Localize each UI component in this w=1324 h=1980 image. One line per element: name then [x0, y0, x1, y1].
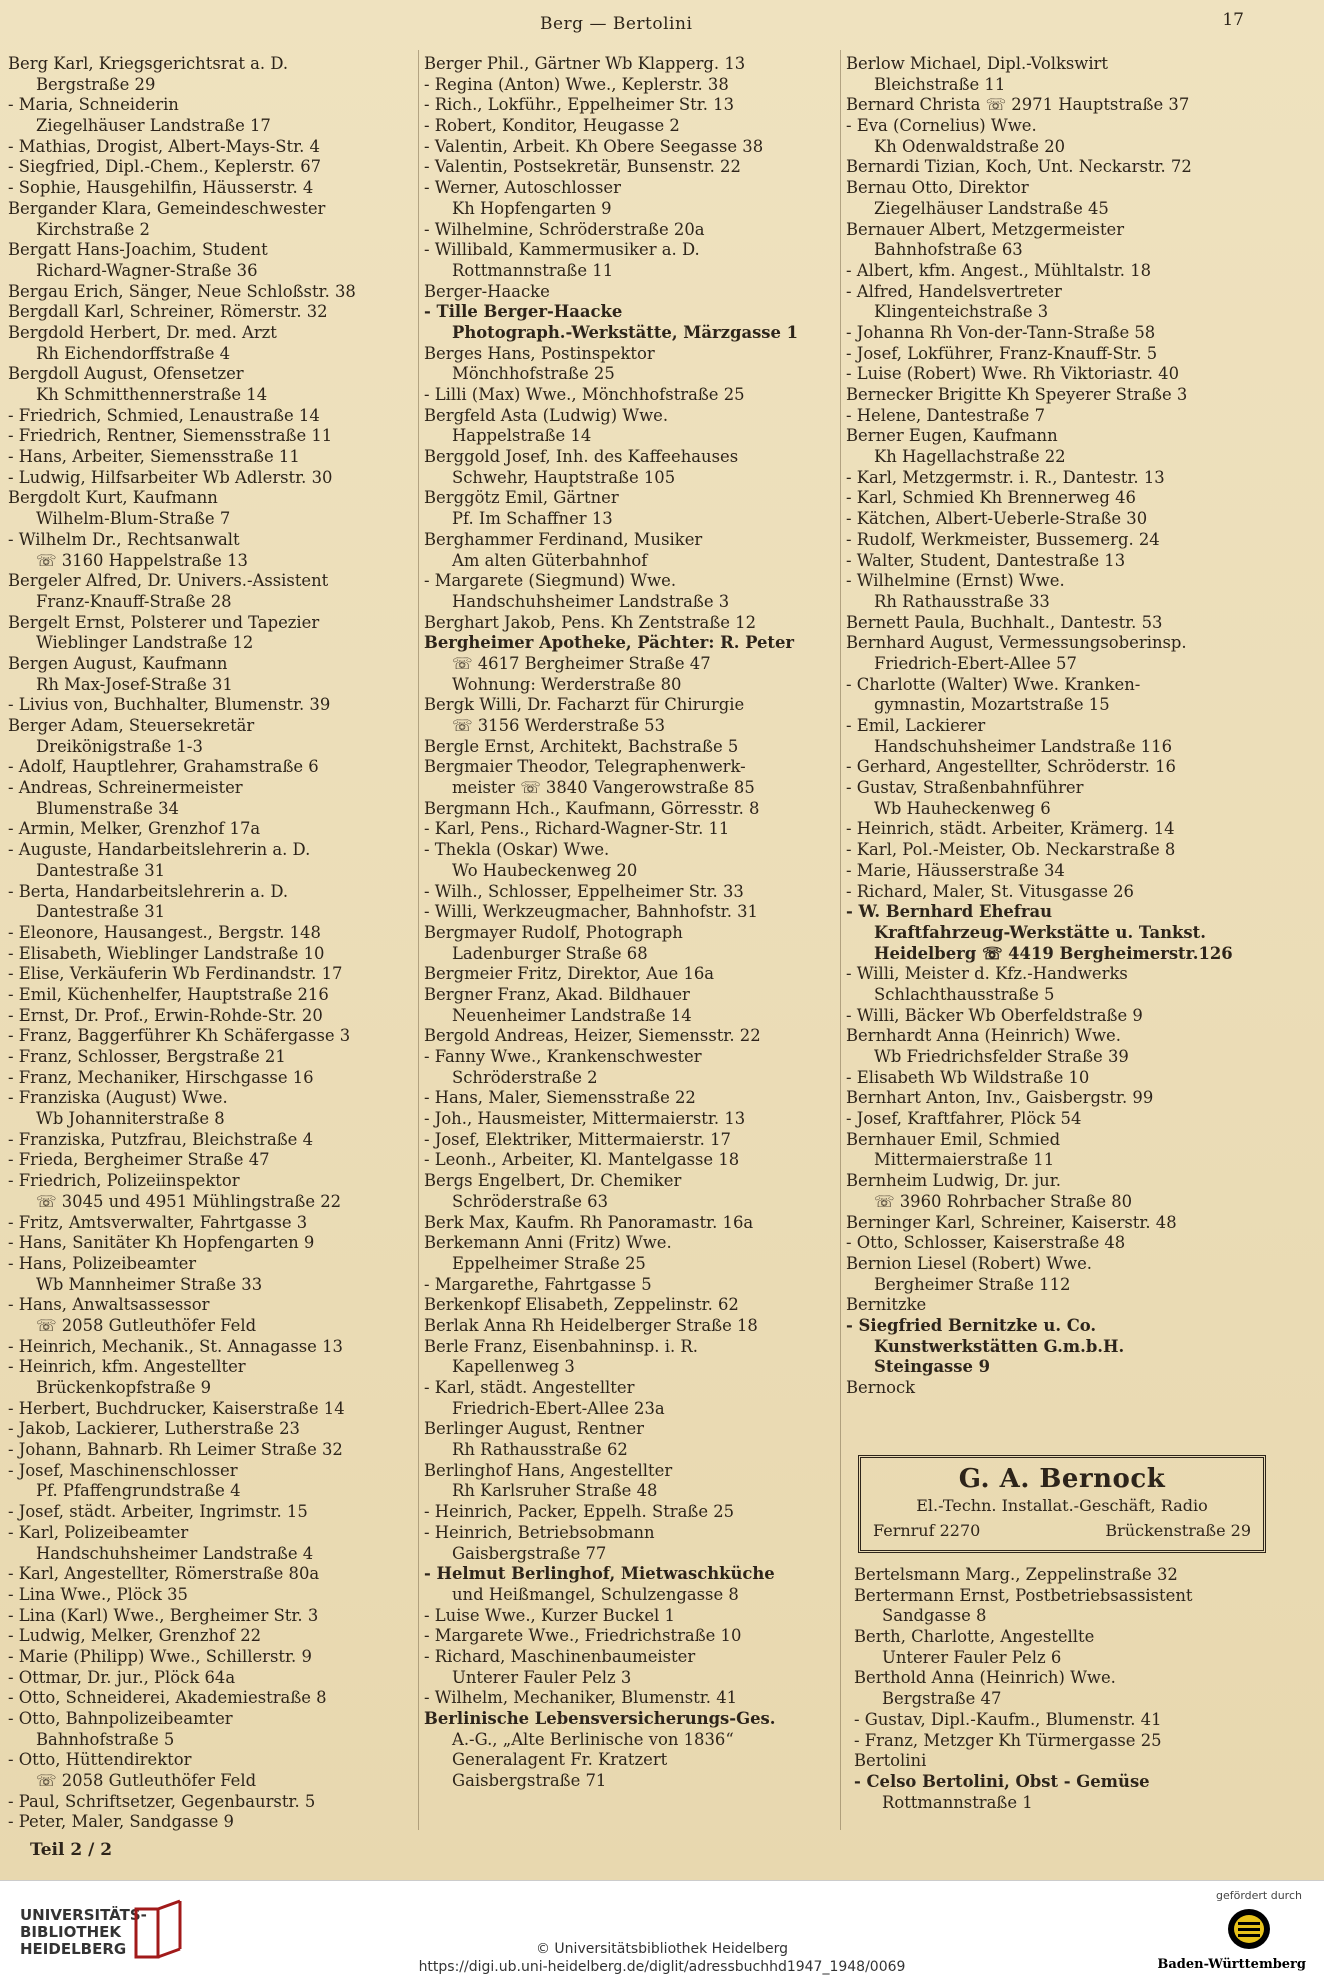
directory-entry-line: - Rich., Lokführ., Eppelheimer Str. 13 — [424, 95, 735, 115]
directory-entry-line: Bergmaier Theodor, Telegraphenwerk- — [424, 757, 746, 777]
volume-note: Teil 2 / 2 — [30, 1840, 113, 1860]
directory-entry-line: - Josef, Maschinenschlosser — [8, 1460, 238, 1480]
directory-entry-line: Berner Eugen, Kaufmann — [846, 426, 1058, 446]
directory-entry-line: Wieblinger Landstraße 12 — [36, 633, 254, 653]
directory-entry-line: Rh Rathausstraße 62 — [452, 1440, 628, 1460]
directory-entry-line: - Marie, Häusserstraße 34 — [846, 860, 1065, 880]
directory-entry-line: Bernecker Brigitte Kh Speyerer Straße 3 — [846, 385, 1188, 404]
directory-entry-line: - Auguste, Handarbeitslehrerin a. D. — [8, 840, 311, 860]
advertisement-bernock — [858, 1455, 1266, 1553]
directory-entry-line: Wb Hauheckenweg 6 — [874, 798, 1051, 818]
directory-entry-line: Unterer Fauler Pelz 6 — [882, 1647, 1062, 1667]
directory-entry-line: Bergmann Hch., Kaufmann, Görresstr. 8 — [424, 798, 760, 818]
directory-entry-line: Bernard Christa ☏ 2971 Hauptstraße 37 — [846, 95, 1190, 115]
directory-entry-line: - Gustav, Dipl.-Kaufm., Blumenstr. 41 — [854, 1709, 1162, 1729]
directory-entry-line: ☏ 3045 und 4951 Mühlingstraße 22 — [36, 1191, 342, 1211]
directory-entry-line: Kapellenweg 3 — [452, 1357, 575, 1377]
ad-phone: Fernruf 2270 — [873, 1521, 981, 1540]
directory-entry-line: - Karl, Schmied Kh Brennerweg 46 — [846, 488, 1136, 508]
directory-entry-line: Schlachthausstraße 5 — [874, 984, 1055, 1004]
directory-entry-line: Wo Haubeckenweg 20 — [452, 860, 638, 880]
directory-entry-line: - Hans, Anwaltsassessor — [8, 1295, 210, 1315]
directory-entry-line: - Hans, Maler, Siemensstraße 22 — [424, 1088, 696, 1108]
directory-entry-line: Eppelheimer Straße 25 — [452, 1253, 646, 1273]
directory-entry-line: Handschuhsheimer Landstraße 116 — [874, 736, 1173, 756]
directory-entry-line: - Heinrich, Packer, Eppelh. Straße 25 — [424, 1502, 735, 1522]
directory-entry-line: Generalagent Fr. Kratzert — [452, 1750, 668, 1770]
directory-entry-line: Bergdold Herbert, Dr. med. Arzt — [8, 322, 277, 342]
directory-entry-line: Pf. Im Schaffner 13 — [452, 509, 613, 529]
directory-entry-line: Sandgasse 8 — [882, 1606, 987, 1626]
directory-entry-line: - Franziska (August) Wwe. — [8, 1088, 228, 1108]
directory-entry-line: Bernhardt Anna (Heinrich) Wwe. — [846, 1026, 1121, 1046]
directory-entry-line: Berghart Jakob, Pens. Kh Zentstraße 12 — [424, 612, 757, 632]
directory-entry-line: - Emil, Küchenhelfer, Hauptstraße 216 — [8, 984, 329, 1004]
directory-entry-line: - Celso Bertolini, Obst - Gemüse — [854, 1771, 1150, 1791]
directory-entry-line: - Elise, Verkäuferin Wb Ferdinandstr. 17 — [8, 964, 343, 984]
directory-entry-line: Unterer Fauler Pelz 3 — [452, 1667, 632, 1687]
directory-entry-line: - Emil, Lackierer — [846, 716, 986, 735]
directory-entry-line: Bernett Paula, Buchhalt., Dantestr. 53 — [846, 612, 1163, 632]
directory-entry-line: A.-G., „Alte Berlinische von 1836“ — [452, 1729, 734, 1749]
sponsor-name: Baden-Württemberg — [1157, 1957, 1306, 1972]
directory-entry-line: - Josef, Lokführer, Franz-Knauff-Str. 5 — [846, 343, 1158, 363]
library-footer — [0, 1880, 1324, 1980]
directory-entry-line: Bertermann Ernst, Postbetriebsassistent — [854, 1585, 1193, 1605]
directory-entry-line: Bergander Klara, Gemeindeschwester — [8, 198, 326, 218]
directory-entry-line: Berggötz Emil, Gärtner — [424, 488, 619, 508]
directory-entry-line: Berkemann Anni (Fritz) Wwe. — [424, 1233, 672, 1253]
directory-entry-line: - Eva (Cornelius) Wwe. — [846, 116, 1037, 136]
directory-entry-line: ☏ 2058 Gutleuthöfer Feld — [36, 1315, 257, 1335]
column-1 — [8, 54, 420, 1833]
directory-entry-line: Bahnhofstraße 5 — [36, 1729, 175, 1749]
directory-entry-line: - Walter, Student, Dantestraße 13 — [846, 550, 1126, 570]
directory-entry-line: meister ☏ 3840 Vangerowstraße 85 — [452, 778, 755, 798]
directory-entry-line: - Maria, Schneiderin — [8, 95, 179, 115]
directory-entry-line: - Karl, Angestellter, Römerstraße 80a — [8, 1564, 320, 1584]
directory-entry-line: Mönchhofstraße 25 — [452, 364, 615, 384]
directory-entry-line: Berth, Charlotte, Angestellte — [854, 1627, 1095, 1647]
directory-entry-line: Bernhart Anton, Inv., Gaisbergstr. 99 — [846, 1088, 1154, 1108]
directory-entry-line: - Richard, Maler, St. Vitusgasse 26 — [846, 881, 1134, 901]
directory-entry-line: - Valentin, Arbeit. Kh Obere Seegasse 38 — [424, 136, 764, 156]
directory-entry-line: - Margarete Wwe., Friedrichstraße 10 — [424, 1626, 742, 1646]
directory-entry-line: Gaisbergstraße 71 — [452, 1771, 607, 1791]
directory-entry-line: Berlow Michael, Dipl.-Volkswirt — [846, 54, 1108, 73]
directory-entry-line: Bahnhofstraße 63 — [874, 240, 1023, 260]
directory-entry-line: Handschuhsheimer Landstraße 4 — [36, 1543, 314, 1563]
directory-entry-line: - Willi, Meister d. Kfz.-Handwerks — [846, 964, 1128, 984]
directory-entry-line: Berkenkopf Elisabeth, Zeppelinstr. 62 — [424, 1295, 739, 1315]
directory-entry-line: - Wilh., Schlosser, Eppelheimer Str. 33 — [424, 881, 744, 901]
directory-entry-line: Schwehr, Hauptstraße 105 — [452, 467, 676, 487]
directory-entry-line: - Willi, Bäcker Wb Oberfeldstraße 9 — [846, 1005, 1143, 1025]
directory-entry-line: Bergau Erich, Sänger, Neue Schloßstr. 38 — [8, 281, 356, 301]
directory-entry-line: Dantestraße 31 — [36, 860, 166, 880]
directory-entry-line: - Wilhelmine (Ernst) Wwe. — [846, 571, 1065, 591]
directory-entry-line: - Hans, Arbeiter, Siemensstraße 11 — [8, 447, 300, 467]
directory-entry-line: - Fritz, Amtsverwalter, Fahrtgasse 3 — [8, 1212, 308, 1232]
directory-entry-line: - Ernst, Dr. Prof., Erwin-Rohde-Str. 20 — [8, 1005, 323, 1025]
directory-entry-line: - Hans, Polizeibeamter — [8, 1253, 197, 1273]
directory-entry-line: Berninger Karl, Schreiner, Kaiserstr. 48 — [846, 1212, 1177, 1232]
directory-entry-line: - Heinrich, städt. Arbeiter, Krämerg. 14 — [846, 819, 1175, 839]
sponsor-label: gefördert durch — [1215, 1889, 1302, 1902]
permalink[interactable]: https://digi.ub.uni-heidelberg.de/diglit/adressbuchhd1947_1948/0069 — [418, 1959, 906, 1975]
directory-entry-line: Heidelberg ☏ 4419 Bergheimerstr.126 — [874, 943, 1233, 963]
directory-entry-line: gymnastin, Mozartstraße 15 — [874, 695, 1110, 715]
directory-entry-line: Berlak Anna Rh Heidelberger Straße 18 — [424, 1315, 758, 1335]
directory-entry-line: Bergen August, Kaufmann — [8, 653, 228, 673]
directory-entry-line: Bergmayer Rudolf, Photograph — [424, 922, 683, 942]
directory-entry-line: - Lina (Karl) Wwe., Bergheimer Str. 3 — [8, 1605, 319, 1625]
directory-entry-line: - Otto, Schneiderei, Akademiestraße 8 — [8, 1688, 327, 1708]
column-divider — [418, 50, 419, 1830]
directory-entry-line: - Siegfried Bernitzke u. Co. — [846, 1315, 1097, 1335]
directory-entry-line: - Josef, Elektriker, Mittermaierstr. 17 — [424, 1129, 731, 1149]
directory-entry-line: - Wilhelmine, Schröderstraße 20a — [424, 219, 705, 239]
ad-company-name: G. A. Bernock — [958, 1464, 1166, 1494]
directory-entry-line: - Karl, städt. Angestellter — [424, 1378, 635, 1397]
directory-entry-line: - Otto, Hüttendirektor — [8, 1750, 192, 1770]
directory-entry-line: Franz-Knauff-Straße 28 — [36, 591, 232, 611]
directory-entry-line: Berthold Anna (Heinrich) Wwe. — [854, 1668, 1116, 1688]
library-logo-text: UNIVERSITÄTS- BIBLIOTHEK HEIDELBERG — [20, 1906, 147, 1958]
directory-entry-line: - Herbert, Buchdrucker, Kaiserstraße 14 — [8, 1398, 345, 1418]
directory-entry-line: - Alfred, Handelsvertreter — [846, 281, 1062, 301]
page-number: 17 — [1222, 10, 1244, 30]
directory-entry-line: - Luise (Robert) Wwe. Rh Viktoriastr. 40 — [846, 364, 1180, 384]
directory-entry-line: Berger-Haacke — [424, 281, 550, 301]
directory-entry-line: ☏ 3156 Werderstraße 53 — [452, 716, 666, 735]
directory-entry-line: Schröderstraße 63 — [452, 1191, 609, 1211]
directory-entry-line: Bertolini — [854, 1751, 927, 1771]
directory-entry-line: Blumenstraße 34 — [36, 798, 179, 818]
column-3 — [846, 54, 1282, 1399]
directory-entry-line: Dantestraße 31 — [36, 902, 166, 922]
ad-street: Brückenstraße 29 — [1105, 1521, 1251, 1540]
directory-entry-line: - Friedrich, Rentner, Siemensstraße 11 — [8, 426, 333, 446]
directory-entry-line: Bergdall Karl, Schreiner, Römerstr. 32 — [8, 302, 328, 322]
copyright-notice: © Universitätsbibliothek Heidelberg — [535, 1941, 788, 1957]
directory-entry-line: - Kätchen, Albert-Ueberle-Straße 30 — [846, 509, 1148, 529]
directory-entry-line: Ziegelhäuser Landstraße 17 — [36, 116, 271, 136]
directory-entry-line: Berle Franz, Eisenbahninsp. i. R. — [424, 1336, 698, 1356]
directory-entry-line: - Siegfried, Dipl.-Chem., Keplerstr. 67 — [8, 157, 322, 177]
directory-entry-line: Steingasse 9 — [874, 1357, 991, 1377]
directory-entry-line: - Otto, Bahnpolizeibeamter — [8, 1709, 233, 1728]
directory-entry-line: Wilhelm-Blum-Straße 7 — [36, 509, 231, 529]
directory-entry-line: - Luise Wwe., Kurzer Buckel 1 — [424, 1605, 675, 1625]
directory-entry-line: - Charlotte (Walter) Wwe. Kranken- — [846, 674, 1141, 694]
directory-entry-line: Bernau Otto, Direktor — [846, 178, 1029, 198]
directory-entry-line: Bergstraße 47 — [882, 1689, 1002, 1709]
directory-entry-line: - Margarethe, Fahrtgasse 5 — [424, 1274, 652, 1294]
directory-entry-line: - Helmut Berlinghof, Mietwaschküche — [424, 1564, 775, 1584]
directory-entry-line: Bergk Willi, Dr. Facharzt für Chirurgie — [424, 695, 745, 715]
directory-entry-line: Wohnung: Werderstraße 80 — [452, 674, 682, 694]
directory-entry-line: Bergheimer Straße 112 — [874, 1274, 1071, 1294]
directory-entry-line: Bleichstraße 11 — [874, 74, 1006, 94]
directory-entry-line: - Elisabeth, Wieblinger Landstraße 10 — [8, 943, 325, 963]
directory-entry-line: Kunstwerkstätten G.m.b.H. — [874, 1336, 1125, 1356]
directory-entry-line: Bernauer Albert, Metzgermeister — [846, 219, 1125, 239]
column-2 — [424, 54, 838, 1792]
ad-business-line: El.-Techn. Installat.-Geschäft, Radio — [916, 1496, 1208, 1515]
directory-entry-line: - Regina (Anton) Wwe., Keplerstr. 38 — [424, 74, 729, 94]
directory-entry-line: Friedrich-Ebert-Allee 57 — [874, 653, 1077, 673]
directory-entry-line: Bernhard August, Vermessungsoberinsp. — [846, 633, 1187, 653]
directory-entry-line: Bergatt Hans-Joachim, Student — [8, 240, 268, 260]
directory-entry-line: Neuenheimer Landstraße 14 — [452, 1005, 692, 1025]
directory-entry-line: - Paul, Schriftsetzer, Gegenbaurstr. 5 — [8, 1791, 316, 1811]
directory-entry-line: Bergheimer Apotheke, Pächter: R. Peter — [424, 633, 795, 653]
directory-entry-line: ☏ 3160 Happelstraße 13 — [36, 550, 248, 570]
column-divider — [840, 50, 841, 1830]
directory-entry-line: - Marie (Philipp) Wwe., Schillerstr. 9 — [8, 1646, 312, 1666]
directory-entry-line: ☏ 3960 Rohrbacher Straße 80 — [874, 1191, 1133, 1211]
directory-entry-line: - Karl, Metzgermstr. i. R., Dantestr. 13 — [846, 467, 1165, 487]
directory-entry-line: - Heinrich, kfm. Angestellter — [8, 1357, 246, 1377]
directory-entry-line: Berghammer Ferdinand, Musiker — [424, 529, 703, 549]
directory-entry-line: Bergstraße 29 — [36, 74, 156, 94]
directory-entry-line: - Heinrich, Mechanik., St. Annagasse 13 — [8, 1336, 343, 1356]
directory-entry-line: - Richard, Maschinenbaumeister — [424, 1646, 696, 1666]
directory-entry-line: - Mathias, Drogist, Albert-Mays-Str. 4 — [8, 136, 320, 156]
directory-entry-line: - Armin, Melker, Grenzhof 17a — [8, 819, 261, 839]
directory-entry-line: - Andreas, Schreinermeister — [8, 778, 243, 798]
directory-entry-line: - Franziska, Putzfrau, Bleichstraße 4 — [8, 1129, 314, 1149]
directory-entry-line: - Tille Berger-Haacke — [424, 302, 623, 322]
directory-entry-line: Berger Adam, Steuersekretär — [8, 716, 255, 735]
directory-entry-line: Klingenteichstraße 3 — [874, 302, 1049, 322]
directory-entry-line: Bernardi Tizian, Koch, Unt. Neckarstr. 72 — [846, 157, 1192, 177]
directory-entry-line: Bergelt Ernst, Polsterer und Tapezier — [8, 612, 320, 632]
directory-entry-line: - Willibald, Kammermusiker a. D. — [424, 240, 700, 260]
directory-entry-line: - Wilhelm Dr., Rechtsanwalt — [8, 529, 240, 549]
directory-entry-line: - Jakob, Lackierer, Lutherstraße 23 — [8, 1419, 300, 1439]
directory-entry-line: - W. Bernhard Ehefrau — [846, 902, 1053, 922]
directory-entry-line: - Leonh., Arbeiter, Kl. Mantelgasse 18 — [424, 1150, 740, 1170]
directory-entry-line: Brückenkopfstraße 9 — [36, 1378, 212, 1397]
directory-entry-line: - Josef, städt. Arbeiter, Ingrimstr. 15 — [8, 1502, 308, 1522]
column-3-continued — [854, 1565, 1282, 1813]
state-crest-icon — [1226, 1907, 1272, 1951]
directory-entry-line: - Frieda, Bergheimer Straße 47 — [8, 1150, 270, 1170]
directory-entry-line: Berk Max, Kaufm. Rh Panoramastr. 16a — [424, 1212, 754, 1232]
directory-entry-line: - Ludwig, Melker, Grenzhof 22 — [8, 1626, 262, 1646]
directory-entry-line: Bernhauer Emil, Schmied — [846, 1129, 1061, 1149]
directory-entry-line: - Valentin, Postsekretär, Bunsenstr. 22 — [424, 157, 741, 177]
directory-entry-line: Pf. Pfaffengrundstraße 4 — [36, 1481, 241, 1501]
directory-entry-line: Bertelsmann Marg., Zeppelinstraße 32 — [854, 1565, 1178, 1584]
directory-entry-line: Berlinghof Hans, Angestellter — [424, 1460, 673, 1480]
directory-entry-line: - Otto, Schlosser, Kaiserstraße 48 — [846, 1233, 1126, 1253]
directory-entry-line: - Robert, Konditor, Heugasse 2 — [424, 116, 680, 136]
directory-entry-line: Dreikönigstraße 1-3 — [36, 736, 203, 756]
directory-entry-line: Schröderstraße 2 — [452, 1067, 598, 1087]
directory-entry-line: Rh Rathausstraße 33 — [874, 591, 1050, 611]
directory-entry-line: Wb Mannheimer Straße 33 — [36, 1274, 263, 1294]
directory-entry-line: Wb Friedrichsfelder Straße 39 — [874, 1047, 1129, 1066]
directory-entry-line: ☏ 4617 Bergheimer Straße 47 — [452, 653, 711, 673]
directory-entry-line: Handschuhsheimer Landstraße 3 — [452, 591, 730, 611]
directory-entry-line: Bergle Ernst, Architekt, Bachstraße 5 — [424, 736, 739, 756]
directory-entry-line: Kirchstraße 2 — [36, 219, 150, 239]
directory-entry-line: Bergold Andreas, Heizer, Siemensstr. 22 — [424, 1026, 761, 1046]
directory-entry-line: - Karl, Pol.-Meister, Ob. Neckarstraße 8 — [846, 840, 1176, 860]
directory-entry-line: Bergmeier Fritz, Direktor, Aue 16a — [424, 964, 715, 984]
directory-entry-line: - Franz, Metzger Kh Türmergasse 25 — [854, 1730, 1162, 1750]
directory-entry-line: - Wilhelm, Mechaniker, Blumenstr. 41 — [424, 1688, 738, 1708]
running-header: Berg — Bertolini — [540, 14, 693, 34]
directory-entry-line: Berlinische Lebensversicherungs-Ges. — [424, 1709, 776, 1728]
directory-entry-line: und Heißmangel, Schulzengasse 8 — [452, 1584, 739, 1604]
directory-entry-line: Bergner Franz, Akad. Bildhauer — [424, 984, 690, 1004]
directory-entry-line: - Franz, Mechaniker, Hirschgasse 16 — [8, 1067, 314, 1087]
directory-entry-line: - Heinrich, Betriebsobmann — [424, 1522, 655, 1542]
directory-entry-line: - Werner, Autoschlosser — [424, 178, 621, 198]
directory-entry-line: - Johanna Rh Von-der-Tann-Straße 58 — [846, 322, 1156, 342]
directory-entry-line: - Karl, Pens., Richard-Wagner-Str. 11 — [424, 819, 730, 839]
directory-entry-line: Photograph.-Werkstätte, Märzgasse 1 — [452, 322, 799, 342]
directory-entry-line: - Lina Wwe., Plöck 35 — [8, 1584, 188, 1604]
directory-entry-line: Kh Hagellachstraße 22 — [874, 447, 1066, 467]
directory-entry-line: - Peter, Maler, Sandgasse 9 — [8, 1812, 234, 1832]
directory-entry-line: - Livius von, Buchhalter, Blumenstr. 39 — [8, 695, 331, 715]
directory-entry-line: - Friedrich, Polizeiinspektor — [8, 1171, 240, 1191]
directory-entry-line: Bernitzke — [846, 1295, 927, 1315]
directory-entry-line: - Gustav, Straßenbahnführer — [846, 778, 1084, 798]
directory-entry-line: - Thekla (Oskar) Wwe. — [424, 840, 610, 860]
directory-entry-line: Wb Johanniterstraße 8 — [36, 1109, 225, 1129]
directory-entry-line: Bergfeld Asta (Ludwig) Wwe. — [424, 405, 669, 425]
directory-entry-line: Friedrich-Ebert-Allee 23a — [452, 1398, 665, 1418]
directory-entry-line: - Elisabeth Wb Wildstraße 10 — [846, 1067, 1090, 1087]
directory-entry-line: Rh Max-Josef-Straße 31 — [36, 674, 233, 694]
directory-entry-line: Rh Eichendorffstraße 4 — [36, 343, 231, 363]
directory-entry-line: - Franz, Baggerführer Kh Schäfergasse 3 — [8, 1026, 351, 1046]
directory-entry-line: Berlinger August, Rentner — [424, 1419, 644, 1439]
directory-entry-line: Happelstraße 14 — [452, 426, 592, 446]
directory-entry-line: Bergs Engelbert, Dr. Chemiker — [424, 1171, 682, 1191]
directory-entry-line: Bernheim Ludwig, Dr. jur. — [846, 1171, 1061, 1191]
directory-entry-line: Ziegelhäuser Landstraße 45 — [874, 198, 1109, 218]
directory-entry-line: Berggold Josef, Inh. des Kaffeehauses — [424, 447, 739, 467]
directory-entry-line: Kraftfahrzeug-Werkstätte u. Tankst. — [874, 922, 1206, 942]
directory-entry-line: - Friedrich, Schmied, Lenaustraße 14 — [8, 405, 320, 425]
directory-entry-line: - Fanny Wwe., Krankenschwester — [424, 1047, 702, 1066]
directory-entry-line: - Helene, Dantestraße 7 — [846, 405, 1046, 425]
directory-entry-line: Ladenburger Straße 68 — [452, 943, 648, 963]
directory-entry-line: - Adolf, Hauptlehrer, Grahamstraße 6 — [8, 757, 319, 777]
directory-entry-line: - Karl, Polizeibeamter — [8, 1522, 189, 1542]
directory-entry-line: Berg Karl, Kriegsgerichtsrat a. D. — [8, 54, 289, 73]
directory-entry-line: - Willi, Werkzeugmacher, Bahnhofstr. 31 — [424, 902, 758, 922]
directory-entry-line: - Eleonore, Hausangest., Bergstr. 148 — [8, 922, 321, 942]
directory-entry-line: - Josef, Kraftfahrer, Plöck 54 — [846, 1109, 1082, 1129]
directory-entry-line: Bergeler Alfred, Dr. Univers.-Assistent — [8, 571, 329, 591]
directory-entry-line: - Ottmar, Dr. jur., Plöck 64a — [8, 1667, 236, 1687]
directory-entry-line: - Berta, Handarbeitslehrerin a. D. — [8, 881, 289, 901]
directory-entry-line: Am alten Güterbahnhof — [452, 550, 648, 570]
directory-entry-line: Kh Hopfengarten 9 — [452, 198, 612, 218]
directory-entry-line: Berger Phil., Gärtner Wb Klapperg. 13 — [424, 54, 746, 73]
directory-entry-line: Bergdoll August, Ofensetzer — [8, 364, 244, 384]
directory-entry-line: - Lilli (Max) Wwe., Mönchhofstraße 25 — [424, 385, 745, 404]
directory-entry-line: Kh Schmitthennerstraße 14 — [36, 385, 268, 404]
directory-entry-line: - Franz, Schlosser, Bergstraße 21 — [8, 1047, 286, 1066]
directory-entry-line: Mittermaierstraße 11 — [874, 1150, 1055, 1170]
directory-entry-line: Rottmannstraße 1 — [882, 1792, 1033, 1812]
directory-entry-line: - Johann, Bahnarb. Rh Leimer Straße 32 — [8, 1440, 343, 1460]
directory-entry-line: Gaisbergstraße 77 — [452, 1543, 607, 1563]
directory-entry-line: - Margarete (Siegmund) Wwe. — [424, 571, 677, 591]
directory-entry-line: - Sophie, Hausgehilfin, Häusserstr. 4 — [8, 178, 314, 198]
directory-entry-line: - Ludwig, Hilfsarbeiter Wb Adlerstr. 30 — [8, 467, 333, 487]
directory-entry-line: Bergdolt Kurt, Kaufmann — [8, 488, 218, 508]
directory-entry-line: - Joh., Hausmeister, Mittermaierstr. 13 — [424, 1109, 746, 1129]
directory-entry-line: Richard-Wagner-Straße 36 — [36, 260, 258, 280]
directory-entry-line: - Hans, Sanitäter Kh Hopfengarten 9 — [8, 1233, 315, 1253]
directory-entry-line: - Rudolf, Werkmeister, Bussemerg. 24 — [846, 529, 1160, 549]
directory-entry-line: Bernock — [846, 1378, 916, 1397]
directory-entry-line: - Albert, kfm. Angest., Mühltalstr. 18 — [846, 260, 1152, 280]
directory-entry-line: Rottmannstraße 11 — [452, 260, 614, 280]
directory-entry-line: Bernion Liesel (Robert) Wwe. — [846, 1253, 1093, 1273]
directory-entry-line: ☏ 2058 Gutleuthöfer Feld — [36, 1771, 257, 1791]
directory-entry-line: Rh Karlsruher Straße 48 — [452, 1481, 658, 1501]
directory-entry-line: Berges Hans, Postinspektor — [424, 343, 655, 363]
directory-entry-line: Kh Odenwaldstraße 20 — [874, 136, 1066, 156]
directory-entry-line: - Gerhard, Angestellter, Schröderstr. 16 — [846, 757, 1176, 777]
